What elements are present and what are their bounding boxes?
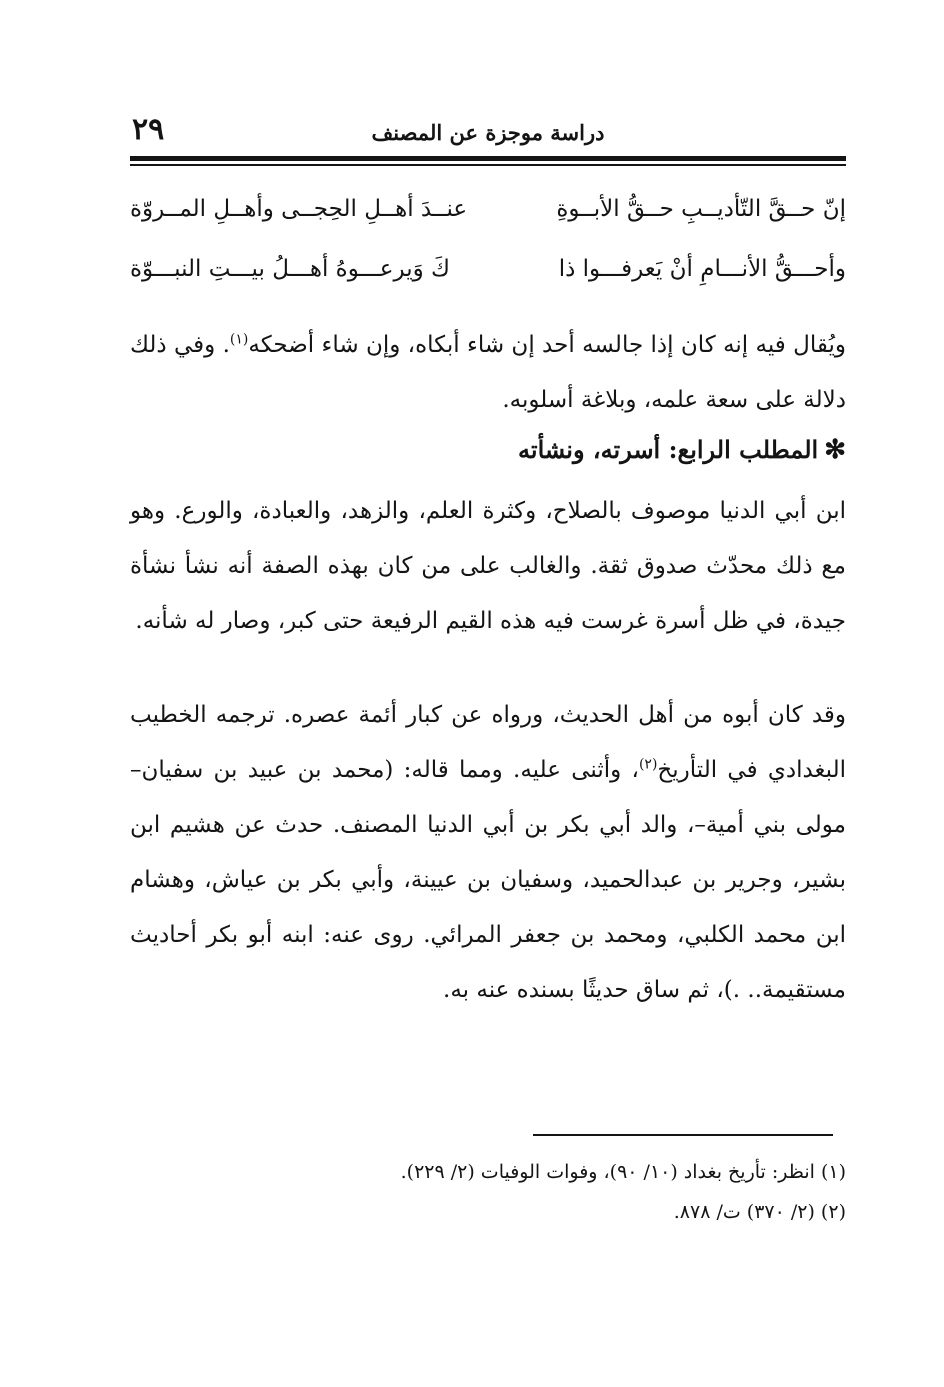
page-header — [130, 112, 846, 156]
footnote-2: (٢) (٢/ ٣٧٠) ت/ ٨٧٨. — [673, 1201, 846, 1223]
verse-2-first-hemistich: وأحـــقُّ الأنـــامِ أنْ يَعرفـــوا ذا — [558, 256, 846, 282]
footnote-1: (١) انظر: تأريخ بغداد (١٠/ ٩٠)، وفوات الوفيات (٢/ ٢٢٩). — [400, 1161, 846, 1183]
paragraph-1-text-end: . وفي ذلك دلالة على سعة علمه، وبلاغة أسلوبه. — [130, 332, 846, 413]
paragraph-3-text: وقد كان أبوه من أهل الحديث، ورواه عن كبار أئمة عصره. ترجمه الخطيب البغدادي في التأريخ — [130, 702, 846, 783]
running-title: دراسة موجزة عن المصنف — [371, 120, 605, 145]
paragraph-3 — [130, 688, 846, 1018]
header-rule-thin — [130, 164, 846, 166]
section-heading — [130, 430, 846, 470]
paragraph-3-text-end: ، وأثنى عليه. ومما قاله: (محمد بن عبيد بن سفيان–مولى بني أمية–، والد أبي بكر بن أبي الدنيا المصنف. حدث عن هشيم ابن بشير، وجرير بن عبدالحميد، وسفيان بن عيينة، وأبي بكر بن عياش، وهشام ابن محمد الكلبي، ومحمد بن جعفر المرائي. روى عنه: ابنه أبو بكر أحاديث مستقيمة.. .)، ثم ساق حديثًا بسنده عنه به. — [130, 757, 846, 1003]
paragraph-2 — [130, 484, 846, 649]
header-rule-thick — [130, 156, 846, 161]
verse-2-second-hemistich: كَ وَيرعـــوهُ أهـــلُ بيـــتِ النبـــوّة — [130, 256, 450, 282]
verse-1-second-hemistich: عنــدَ أهــلِ الحِجــى وأهــلِ المــروّة — [130, 196, 468, 222]
paragraph-1 — [130, 318, 846, 428]
footnote-ref-2: (٢) — [638, 756, 658, 773]
asterisk-icon: ✻ — [824, 435, 846, 465]
verse-1-first-hemistich: إنّ حــقَّ التّأديــبِ حــقُّ الأبــوةِ — [556, 196, 846, 222]
paragraph-2-text: ابن أبي الدنيا موصوف بالصلاح، وكثرة العلم، والزهد، والعبادة، والورع. وهو مع ذلك محدّث صدوق ثقة. والغالب على من كان بهذه الصفة أنه نشأ نشأة جيدة، في ظل أسرة غرست فيه هذه القيم الرفيعة حتى كبر، وصار له شأنه. — [130, 498, 846, 634]
verse-line-2 — [130, 256, 846, 302]
paragraph-1-text: ويُقال فيه إنه كان إذا جالسه أحد إن شاء أبكاه، وإن شاء أضحكه — [248, 332, 846, 358]
page-number: ٢٩ — [132, 112, 165, 147]
footnote-separator — [533, 1134, 833, 1136]
verse-line-1 — [130, 196, 846, 242]
footnote-ref-1: (١) — [229, 331, 249, 348]
section-heading-text: المطلب الرابع: أسرته، ونشأته — [518, 435, 819, 464]
